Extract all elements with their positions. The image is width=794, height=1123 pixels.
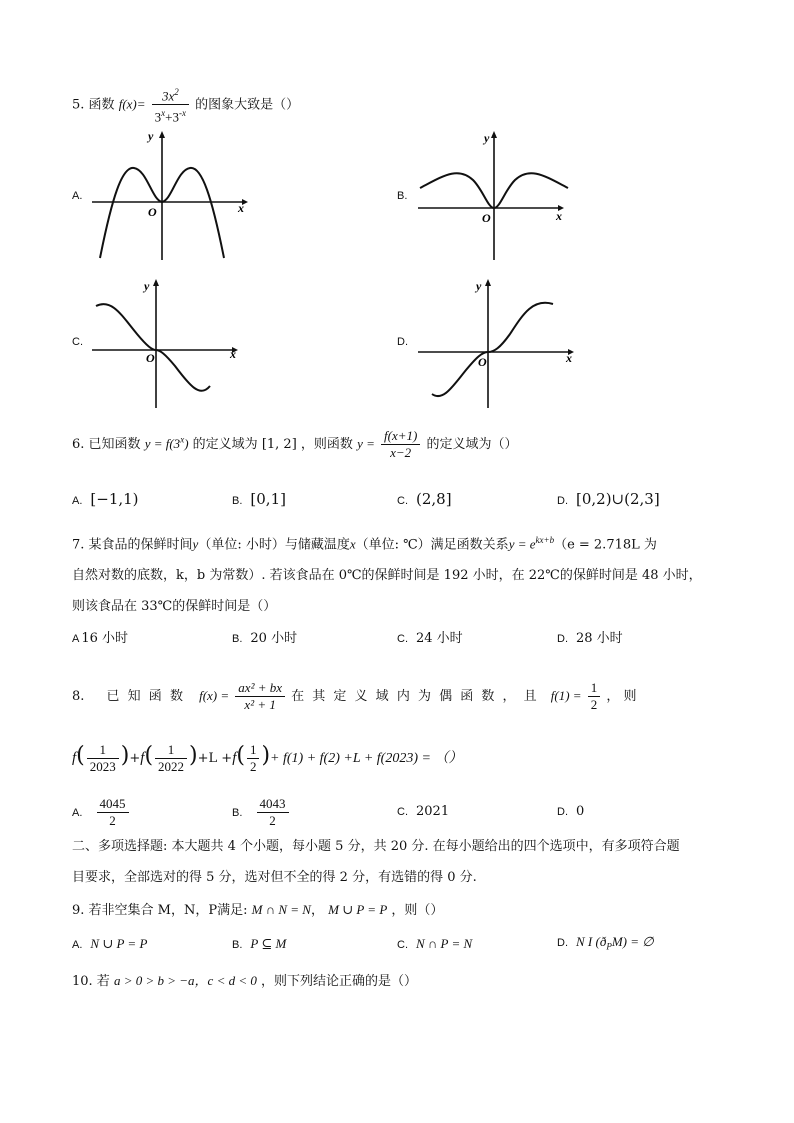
origin-label: O bbox=[146, 351, 155, 365]
math: f bbox=[140, 750, 145, 766]
graph-option-d bbox=[418, 276, 583, 411]
question-text: ，则（） bbox=[391, 903, 444, 918]
fraction bbox=[247, 742, 260, 775]
x-axis-label: x bbox=[230, 347, 236, 361]
option-text: N I (ð bbox=[576, 934, 607, 949]
option-label: C. bbox=[397, 495, 408, 507]
exponent: kx+b bbox=[535, 535, 555, 545]
option-label: D. bbox=[557, 806, 568, 818]
option-label: C. bbox=[397, 806, 408, 818]
function-lhs: f(x)= bbox=[118, 96, 146, 112]
numerator: 1 bbox=[87, 742, 119, 759]
option-text: [0,2)∪(2,3] bbox=[576, 490, 660, 508]
denominator: x² + 1 bbox=[244, 697, 276, 712]
x-axis-label: x bbox=[238, 201, 244, 215]
option-text: 24 小时 bbox=[416, 631, 463, 646]
graph-option-b bbox=[418, 128, 578, 263]
y-axis-label: y bbox=[476, 279, 482, 293]
option-label: D. bbox=[557, 633, 568, 645]
question-8-line-2: f( $\frac{1}{2023}$ )+f( $\frac{1}{2022}$ )+L +f( $\frac{1}{2}$ )+ f(1) + f(2) +L + f(2023) = （） bbox=[72, 742, 463, 774]
math: + f(1) + f(2) +L + f(2023) = （） bbox=[270, 751, 463, 766]
question-7-line-1 bbox=[72, 531, 657, 554]
question-7-line-2: 自然对数的底数，k，b 为常数）. 若该食品在 0℃的保鲜时间是 192 小时，在 22℃的保鲜时间是 48 小时， bbox=[72, 568, 702, 583]
option-label: C. bbox=[72, 336, 83, 348]
option-c bbox=[397, 630, 463, 648]
denominator: 2 bbox=[590, 697, 598, 712]
section-heading-line-1: 二、多项选择题: 本大题共 4 个小题，每小题 5 分，共 20 分. 在每小题给出的四个选项中，有多项符合题 bbox=[72, 839, 680, 854]
numerator: 4045 bbox=[97, 796, 129, 813]
question-5 bbox=[72, 84, 299, 126]
option-text: [−1,1) bbox=[90, 490, 139, 508]
option-d bbox=[557, 803, 584, 821]
math: y = e bbox=[508, 536, 536, 552]
fraction bbox=[381, 428, 420, 461]
x-axis-label: x bbox=[566, 351, 572, 365]
question-text: 已 知 函 数 bbox=[106, 689, 185, 704]
y-axis-label: y bbox=[148, 129, 154, 143]
y-axis-label: y bbox=[484, 131, 490, 145]
denominator: 2 bbox=[249, 759, 257, 774]
function-lhs: f(x) = bbox=[199, 688, 230, 703]
option-label: B. bbox=[232, 633, 243, 645]
math: y = f(3 bbox=[144, 436, 181, 451]
question-number: 6. bbox=[72, 437, 85, 452]
option-label: B. bbox=[397, 190, 408, 202]
origin-label: O bbox=[148, 205, 157, 219]
question-7-line-3: 则该食品在 33℃的保鲜时间是（） bbox=[72, 599, 277, 614]
math: +L + bbox=[197, 751, 233, 766]
subscript: P bbox=[606, 941, 612, 952]
denominator: 2 bbox=[269, 813, 276, 828]
numerator: ax² + bx bbox=[235, 680, 285, 697]
option-a bbox=[72, 796, 131, 829]
curve bbox=[96, 304, 210, 391]
numerator: 1 bbox=[588, 680, 601, 697]
y-axis-arrow bbox=[153, 279, 159, 286]
option-text: 16 小时 bbox=[81, 631, 129, 646]
exponent: x bbox=[161, 108, 166, 119]
math: M ∪ P = P bbox=[328, 902, 388, 917]
option-text: 0 bbox=[576, 804, 585, 819]
option-b bbox=[232, 935, 286, 954]
math: y bbox=[192, 536, 199, 552]
question-text: ， bbox=[310, 903, 324, 918]
fraction bbox=[97, 796, 129, 829]
question-text: 7. 某食品的保鲜时间 bbox=[72, 537, 193, 553]
section-heading-line-2: 目要求，全部选对的得 5 分，选对但不全的得 2 分，有选错的得 0 分. bbox=[72, 870, 477, 885]
option-a bbox=[72, 490, 139, 510]
fraction bbox=[235, 680, 285, 713]
origin-label: O bbox=[482, 211, 491, 225]
math: x bbox=[349, 536, 356, 552]
option-b bbox=[232, 796, 291, 829]
numerator: 1 bbox=[155, 742, 187, 759]
fraction bbox=[152, 84, 189, 126]
y-axis-arrow bbox=[485, 279, 491, 286]
option-text: N ∩ P = N bbox=[416, 936, 473, 951]
math: f(1) = bbox=[550, 688, 582, 703]
exponent: 2 bbox=[174, 87, 179, 97]
option-label: B. bbox=[232, 495, 243, 507]
question-text: （单位: 小时）与储藏温度 bbox=[198, 537, 350, 553]
exponent: -x bbox=[179, 108, 186, 119]
operator: + bbox=[165, 109, 173, 125]
math: y = bbox=[357, 436, 375, 451]
denominator: 3 bbox=[154, 109, 162, 125]
numerator: 3x bbox=[161, 88, 175, 104]
numerator: f(x+1) bbox=[381, 428, 420, 445]
question-text: （单位: ℃）满足函数关系 bbox=[355, 537, 509, 553]
option-label: B. bbox=[232, 939, 243, 951]
option-text: (2,8] bbox=[416, 490, 452, 508]
option-label: A. bbox=[72, 190, 83, 202]
question-number: 5. bbox=[72, 97, 85, 113]
graph-option-a bbox=[92, 128, 252, 263]
question-text: ，则函数 bbox=[300, 437, 353, 452]
fraction bbox=[87, 742, 119, 775]
question-text: 的定义域为（） bbox=[426, 437, 518, 452]
question-text: 的定义域为 bbox=[192, 437, 258, 452]
question-9 bbox=[72, 901, 443, 920]
question-10 bbox=[72, 972, 417, 991]
option-text: 20 小时 bbox=[250, 631, 298, 646]
option-d bbox=[557, 490, 660, 510]
exponent: x bbox=[180, 434, 185, 445]
question-text: 已知函数 bbox=[88, 437, 141, 452]
question-number: 8. bbox=[72, 689, 85, 704]
option-label: C. bbox=[397, 939, 408, 951]
math: ) bbox=[184, 436, 189, 451]
option-label: A bbox=[72, 633, 80, 645]
y-axis-label: y bbox=[144, 279, 150, 293]
numerator: 4043 bbox=[257, 796, 289, 813]
option-label: B. bbox=[232, 807, 243, 819]
option-d bbox=[557, 933, 654, 956]
fraction bbox=[588, 680, 601, 713]
option-text: 28 小时 bbox=[576, 631, 623, 646]
option-label: D. bbox=[397, 336, 408, 348]
option-label: D. bbox=[557, 495, 568, 507]
x-axis-label: x bbox=[556, 209, 562, 223]
option-label: C. bbox=[397, 633, 408, 645]
option-text: N ∪ P = P bbox=[90, 936, 148, 951]
option-text: [0,1] bbox=[250, 490, 286, 508]
origin-label: O bbox=[478, 355, 487, 369]
question-text: 10. 若 bbox=[72, 974, 110, 989]
option-c bbox=[397, 935, 472, 954]
fraction bbox=[257, 796, 289, 829]
option-c bbox=[397, 803, 449, 821]
option-label: D. bbox=[557, 937, 568, 949]
option-label: A. bbox=[72, 807, 83, 819]
option-b bbox=[232, 630, 297, 648]
option-a bbox=[72, 935, 147, 954]
denominator: 2023 bbox=[89, 759, 116, 774]
denominator: 3 bbox=[172, 109, 179, 125]
question-text: ，则下列结论正确的是（） bbox=[261, 974, 418, 989]
math: M ∩ N = N bbox=[251, 902, 311, 917]
option-d bbox=[557, 630, 623, 648]
option-a bbox=[72, 630, 128, 648]
option-text: P ⊆ M bbox=[250, 936, 287, 951]
denominator: 2 bbox=[109, 813, 116, 828]
math: a > 0 > b > −a，c < d < 0 bbox=[113, 973, 257, 988]
question-text: 9. 若非空集合 M，N，P满足: bbox=[72, 903, 248, 918]
option-label: A. bbox=[72, 495, 83, 507]
question-text: ， 则 bbox=[606, 689, 637, 704]
option-label: A. bbox=[72, 939, 83, 951]
numerator: 1 bbox=[247, 742, 260, 759]
math: [1, 2] bbox=[261, 437, 297, 452]
question-text: 函数 bbox=[88, 97, 115, 113]
math: f bbox=[232, 750, 237, 766]
option-text: M) = ∅ bbox=[611, 934, 654, 949]
curve bbox=[432, 303, 553, 396]
question-6 bbox=[72, 428, 517, 461]
question-8-line-1 bbox=[72, 680, 722, 713]
denominator: x−2 bbox=[390, 445, 412, 460]
graph-option-c bbox=[92, 276, 252, 411]
y-axis-arrow bbox=[491, 131, 497, 138]
question-text: 在 其 定 义 域 内 为 偶 函 数 ， 且 bbox=[291, 689, 539, 704]
option-text: 2021 bbox=[416, 804, 450, 819]
math: f bbox=[72, 750, 77, 766]
question-text: （e = 2.718L 为 bbox=[554, 537, 657, 553]
question-text: 的图象大致是（） bbox=[195, 97, 300, 113]
denominator: 2022 bbox=[158, 759, 185, 774]
fraction bbox=[155, 742, 187, 775]
y-axis-arrow bbox=[159, 131, 165, 138]
option-b bbox=[232, 490, 286, 510]
option-c bbox=[397, 490, 452, 510]
